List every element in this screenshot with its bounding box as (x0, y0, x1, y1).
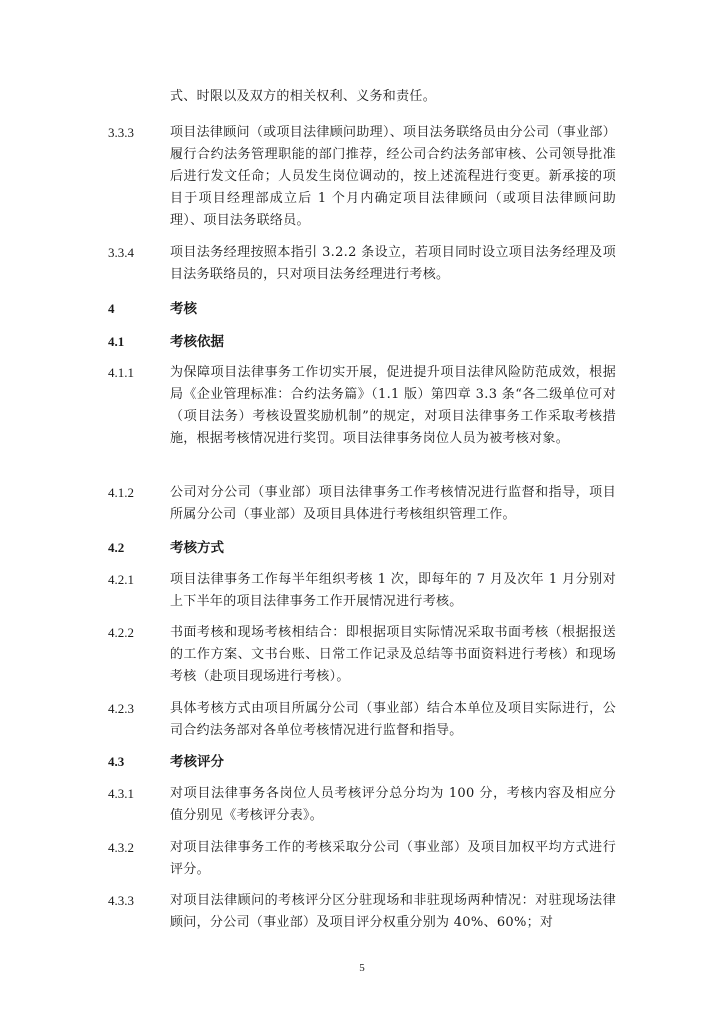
section-number: 4.2 (108, 540, 125, 555)
clause-number: 4.1.2 (108, 485, 134, 500)
clause-text: 对项目法律顾问的考核评分区分驻现场和非驻现场两种情况：对驻现场法律顾问，分公司（事业部）及项目评分权重分别为 40%、60%；对 (170, 893, 616, 930)
clause-text: 公司对分公司（事业部）项目法律事务工作考核情况进行监督和指导，项目所属分公司（事业部）及项目具体进行考核组织管理工作。 (170, 485, 616, 522)
clause-number: 4.1.1 (108, 365, 134, 380)
clause-text: 书面考核和现场考核相结合：即根据项目实际情况采取书面考核（根据报送的工作方案、文书台账、日常工作记录及总结等书面资料进行考核）和现场考核（赴项目现场进行考核）。 (170, 625, 616, 684)
clause-number: 3.3.3 (108, 125, 134, 140)
section-number: 4.1 (108, 334, 125, 349)
clause-number: 4.2.1 (108, 572, 134, 587)
clause-text: 具体考核方式由项目所属分公司（事业部）结合本单位及项目实际进行，公司合约法务部对各单位考核情况进行监督和指导。 (170, 701, 616, 738)
clause-number: 4.2.2 (108, 625, 134, 640)
clause-text: 对项目法律事务工作的考核采取分公司（事业部）及项目加权平均方式进行评分。 (170, 840, 616, 877)
page-number: 5 (359, 962, 365, 974)
section-title: 考核依据 (170, 334, 224, 350)
section-title: 考核 (170, 301, 197, 317)
section-number: 4 (108, 301, 115, 316)
clause-text: 项目法律事务工作每半年组织考核 1 次，即每年的 7 月及次年 1 月分别对上下半年的项目法律事务工作开展情况进行考核。 (170, 572, 616, 609)
section-title: 考核方式 (170, 540, 224, 556)
clause-number: 4.2.3 (108, 701, 134, 716)
clause-text: 为保障项目法律事务工作切实开展，促进提升项目法律风险防范成效，根据局《企业管理标准：合约法务篇》（1.1 版）第四章 3.3 条“各二级单位可对（项目法务）考核设置奖励机制”的规定，对项目法律事务工作采取考核措施，根据考核情况进行奖罚。项目法律事务岗位人员为被考核对象。 (170, 365, 616, 446)
paragraph-text: 式、时限以及双方的相关权利、义务和责任。 (170, 89, 437, 104)
clause-number: 3.3.4 (108, 245, 134, 260)
clause-number: 4.3.1 (108, 786, 134, 801)
section-number: 4.3 (108, 754, 125, 769)
clause-text: 项目法务经理按照本指引 3.2.2 条设立，若项目同时设立项目法务经理及项目法务联络员的，只对项目法务经理进行考核。 (170, 245, 616, 282)
clause-number: 4.3.2 (108, 840, 134, 855)
clause-text: 项目法律顾问（或项目法律顾问助理）、项目法务联络员由分公司（事业部）履行合约法务管理职能的部门推荐，经公司合约法务部审核、公司领导批准后进行发文任命；人员发生岗位调动的，按上述流程进行变更。新承接的项目于项目经理部成立后 1 个月内确定项目法律顾问（或项目法律顾问助理）、项目法务联络员。 (170, 125, 616, 228)
clause-text: 对项目法律事务各岗位人员考核评分总分均为 100 分，考核内容及相应分值分别见《考核评分表》。 (170, 786, 616, 823)
section-title: 考核评分 (170, 754, 224, 770)
clause-number: 4.3.3 (108, 893, 134, 908)
